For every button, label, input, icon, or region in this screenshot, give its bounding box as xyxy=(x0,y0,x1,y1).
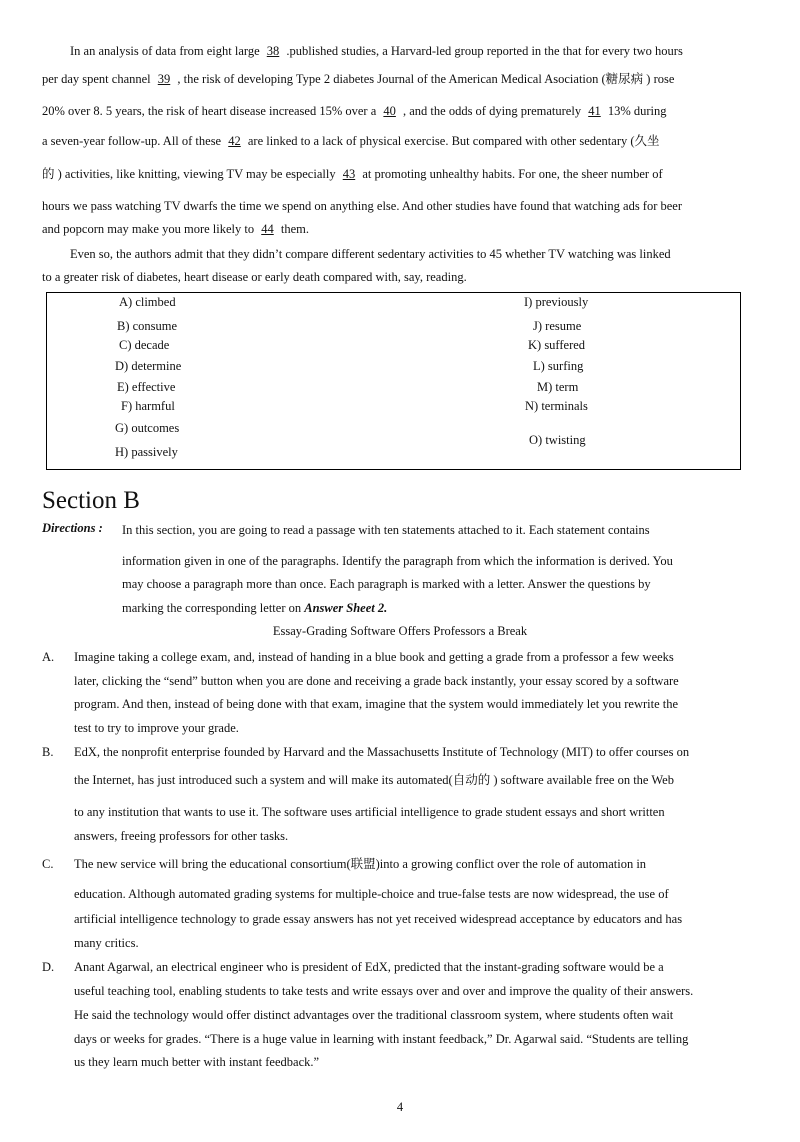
cloze-line-9: to a greater risk of diabetes, heart disease or early death compared with, say, reading. xyxy=(42,270,467,284)
cloze-line-8: Even so, the authors admit that they didn’t compare different sedentary activities to 45 whether TV watching was linked xyxy=(70,247,671,261)
answer-sheet-label: Answer Sheet 2. xyxy=(304,601,388,615)
directions-line-1: In this section, you are going to read a passage with ten statements attached to it. Each statement contains xyxy=(122,523,650,537)
paragraph-b-line-1: EdX, the nonprofit enterprise founded by Harvard and the Massachusetts Institute of Technology (MIT) to offer courses on xyxy=(74,745,690,759)
paragraph-c-line-1: The new service will bring the educational consortium(联盟)into a growing conflict over the role of automation in xyxy=(74,857,647,871)
blank-39: 39 xyxy=(157,72,171,86)
paragraph-d-line-5: us they learn much better with instant feedback.” xyxy=(74,1055,320,1069)
blank-43: 43 xyxy=(342,167,356,181)
paragraph-c-line-2: education. Although automated grading systems for multiple-choice and true-false tests are now widespread, the use of xyxy=(74,887,669,901)
option-a: A) climbed xyxy=(119,295,176,309)
cloze-line-2 xyxy=(42,72,674,87)
page-number: 4 xyxy=(396,1100,404,1114)
blank-38: 38 xyxy=(266,44,280,58)
text: at promoting unhealthy habits. For one, the sheer number of xyxy=(359,167,663,181)
directions-line-2: information given in one of the paragraphs. Identify the paragraph from which the information is derived. You xyxy=(122,554,673,568)
text: them. xyxy=(277,222,309,236)
blank-41: 41 xyxy=(588,104,601,118)
text: , and the odds of dying prematurely xyxy=(399,104,585,118)
cloze-line-6: hours we pass watching TV dwarfs the time we spend on anything else. And other studies have found that watching ads for beer xyxy=(42,199,683,213)
directions-label: Directions : xyxy=(42,521,103,535)
paragraph-letter-a: A. xyxy=(42,650,55,664)
paragraph-b-line-3: to any institution that wants to use it. The software uses artificial intelligence to grade student essays and short written xyxy=(74,805,665,819)
paragraph-d-line-2: useful teaching tool, enabling students to take tests and write essays over and over and improve the quality of their answers. xyxy=(74,984,694,998)
option-d: D) determine xyxy=(115,359,182,373)
blank-42: 42 xyxy=(228,134,241,148)
text: per day spent channel xyxy=(42,72,154,86)
cloze-line-1 xyxy=(70,44,683,59)
paragraph-letter-b: B. xyxy=(42,745,54,759)
text: and popcorn may make you more likely to xyxy=(42,222,258,236)
paragraph-a-line-3: program. And then, instead of being done with that exam, imagine that the system would immediately let you rewrite the xyxy=(74,697,679,711)
paragraph-d-line-4: days or weeks for grades. “There is a huge value in learning with instant feedback,” Dr. Agarwal said. “Students are telling xyxy=(74,1032,689,1046)
text: 的 ) activities, like knitting, viewing TV may be especially xyxy=(42,167,339,181)
section-heading: Section B xyxy=(42,487,140,514)
paragraph-letter-c: C. xyxy=(42,857,54,871)
passage-title: Essay-Grading Software Offers Professors a Break xyxy=(272,624,528,638)
paragraph-letter-d: D. xyxy=(42,960,55,974)
option-c: C) decade xyxy=(119,338,170,352)
paragraph-b-line-2: the Internet, has just introduced such a system and will make its automated(自动的 ) software available free on the Web xyxy=(74,773,674,787)
option-j: J) resume xyxy=(533,319,582,333)
paragraph-c-line-4: many critics. xyxy=(74,936,139,950)
option-h: H) passively xyxy=(115,445,178,459)
paragraph-a-line-1: Imagine taking a college exam, and, instead of handing in a blue book and getting a grade from a professor a few weeks xyxy=(74,650,674,664)
text: marking the corresponding letter on xyxy=(122,601,305,615)
option-m: M) term xyxy=(537,380,579,394)
paragraph-d-line-3: He said the technology would offer distinct advantages over the traditional classroom system, where students often wait xyxy=(74,1008,674,1022)
option-g: G) outcomes xyxy=(115,421,180,435)
cloze-line-4 xyxy=(42,134,660,149)
cloze-line-3 xyxy=(42,104,667,119)
text: 20% over 8. 5 years, the risk of heart disease increased 15% over a xyxy=(42,104,380,118)
blank-44: 44 xyxy=(261,222,274,236)
option-n: N) terminals xyxy=(525,399,588,413)
option-k: K) suffered xyxy=(528,338,586,352)
option-l: L) surfing xyxy=(533,359,584,373)
text: a seven-year follow-up. All of these xyxy=(42,134,225,148)
option-f: F) harmful xyxy=(121,399,175,413)
paragraph-a-line-4: test to try to improve your grade. xyxy=(74,721,239,735)
option-b: B) consume xyxy=(117,319,178,333)
word-bank-box xyxy=(46,292,741,470)
option-i: I) previously xyxy=(524,295,589,309)
text: 13% during xyxy=(604,104,667,118)
option-o: O) twisting xyxy=(529,433,586,447)
text: , the risk of developing Type 2 diabetes Journal of the American Medical Asociation (糖尿病 ) rose xyxy=(174,72,675,86)
text: In an analysis of data from eight large xyxy=(70,44,263,58)
blank-40: 40 xyxy=(383,104,396,118)
paragraph-c-line-3: artificial intelligence technology to grade essay answers has not yet received widespread acceptance by educators and has xyxy=(74,912,683,926)
directions-line-3: may choose a paragraph more than once. Each paragraph is marked with a letter. Answer the questions by xyxy=(122,577,651,591)
paragraph-b-line-4: answers, freeing professors for other tasks. xyxy=(74,829,289,843)
cloze-line-5 xyxy=(42,167,663,182)
paragraph-d-line-1: Anant Agarwal, an electrical engineer who is president of EdX, predicted that the instant-grading software would be a xyxy=(74,960,664,974)
paragraph-a-line-2: later, clicking the “send” button when you are done and receiving a grade back instantly, your essay scored by a software xyxy=(74,674,679,688)
option-e: E) effective xyxy=(117,380,176,394)
directions-line-4 xyxy=(122,601,387,616)
cloze-line-7 xyxy=(42,222,309,237)
text: are linked to a lack of physical exercise. But compared with other sedentary (久坐 xyxy=(244,134,660,148)
text: .published studies, a Harvard-led group reported in the that for every two hours xyxy=(283,44,683,58)
